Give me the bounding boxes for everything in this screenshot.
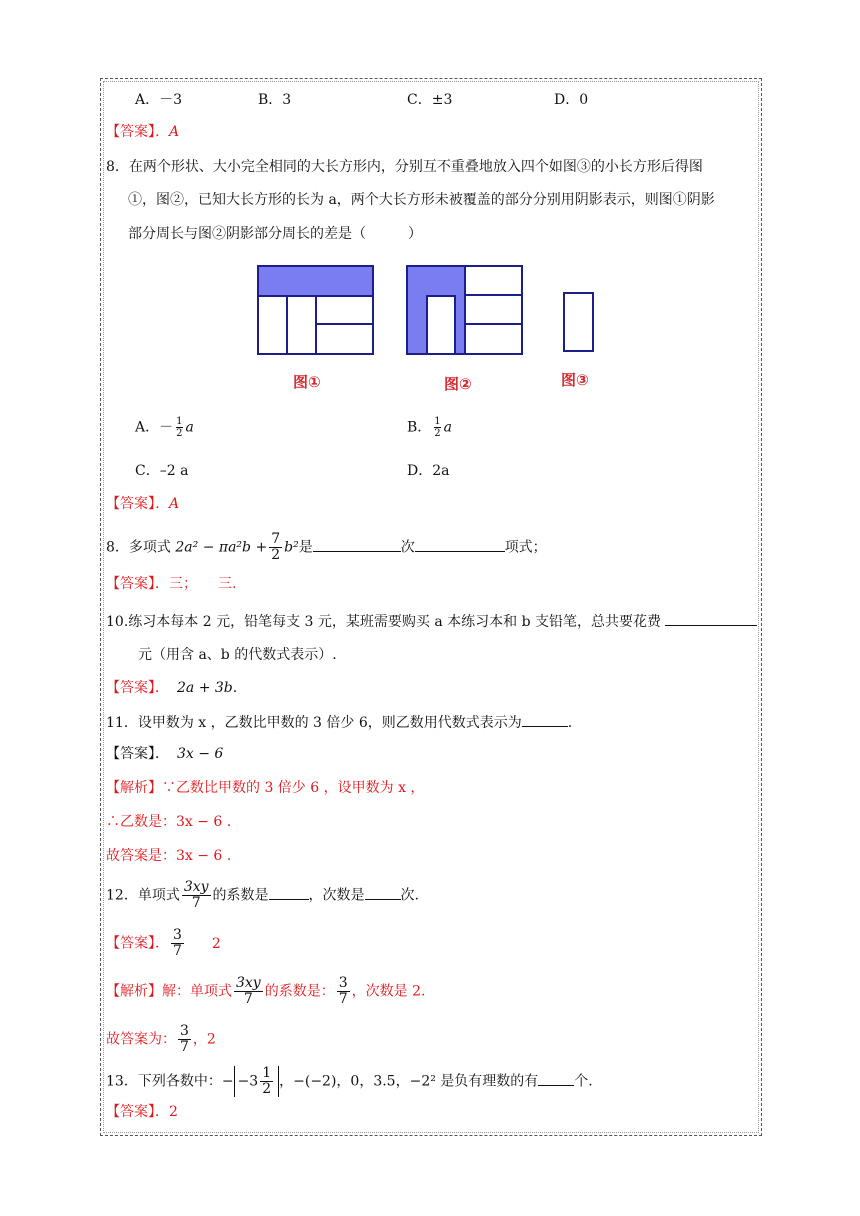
q11-line: 11．设甲数为 x ，乙数比甲数的 3 倍少 6，则乙数用代数式表示为 . [106,712,572,733]
fig2-label: 图② [444,375,472,393]
figure-2 [407,266,522,354]
q8b-answer: 【答案】．三； 三. [106,576,237,592]
polynomial-expr: 2a² − πa²b + [175,539,268,556]
q11-analysis: 【解析】∵乙数比甲数的 3 倍少 6 ，设甲数为 x ， [106,780,425,796]
fraction: $\frac{3xy}{7}$ [183,879,209,911]
answer-label: 【答案】 [106,124,155,140]
q8b-line: 8．多项式 2a² − πa²b + $\frac{7}{2}$ b²是 次 项式； [106,531,547,563]
q11-answer: 【答案】． 3x − 6 [106,746,224,762]
q10-line2: 元（用含 a、b 的代数式表示）. [138,647,337,663]
q7-option-b: B．3 [258,92,292,108]
q12-analysis: 【解析】解：单项式 $\frac{3xy}{7}$ 的系数是： $\frac{3}{7}$ ，次数是 2. [106,975,426,1007]
fill-blank-1[interactable] [313,537,401,552]
q7-option-a: A．－3 [135,92,183,108]
q8a-option-a: A．－ $\frac{1}{2}$ a [135,416,194,439]
q13-answer: 【答案】．2 [106,1104,178,1120]
q8a-option-b: B． $\frac{1}{2}$ a [407,416,453,439]
q8a-option-d: D．2a [407,463,450,479]
q12-conclusion: 故答案为： $\frac{3}{7}$ ，2 [106,1023,216,1055]
question-number: 8． [106,159,129,175]
fraction: $\frac{1}{2}$ [262,1065,272,1097]
fraction: $\frac{1}{2}$ [176,416,183,439]
q12-line: 12．单项式 $\frac{3xy}{7}$ 的系数是 ，次数是 次. [106,879,419,911]
question-text: 在两个形状、大小完全相同的大长方形内，分别互不重叠地放入四个如图③的小长方形后得图 [128,159,703,175]
fig1-shade [258,266,373,296]
fraction: $\frac{3}{7}$ [338,975,348,1007]
fraction: $\frac{3}{7}$ [173,927,182,959]
q8a-line2: ①，图②，已知大长方形的长为 a，两个大长方形未被覆盖的部分分别用阴影表示，则图①阴影 [128,192,715,208]
q7-option-d: D．0 [554,92,589,108]
q12-answer: 【答案】． $\frac{3}{7}$ 2 [106,927,221,959]
q8a-option-c: C．–2 a [135,463,189,479]
q8a-line1 [106,157,703,177]
fill-blank-1[interactable] [269,885,309,900]
q7-option-c: C．±3 [407,92,453,108]
fraction: $\frac{3xy}{7}$ [236,975,261,1007]
figure-1 [258,266,373,354]
answer-value: ．A [155,124,180,140]
fraction: $\frac{3}{7}$ [180,1023,189,1055]
q11-step1: ∴乙数是：3x − 6 . [106,814,232,830]
fill-blank-2[interactable] [365,885,401,900]
fig3-label: 图③ [561,371,589,389]
q11-step2: 故答案是：3x − 6 . [106,848,232,864]
q10-answer: 【答案】． 2a + 3b. [106,680,238,696]
q8a-answer: 【答案】．A [106,496,180,512]
q7-answer [106,122,179,142]
fraction: $\frac{7}{2}$ [271,531,281,563]
q10-line1: 10.练习本每本 2 元，铅笔每支 3 元，某班需要购买 a 本练习本和 b 支铅笔，总共要花费 [106,611,757,632]
fill-blank[interactable] [522,712,568,727]
fill-blank[interactable] [538,1071,574,1086]
fraction: $\frac{1}{2}$ [434,416,441,439]
absolute-value: −3 $\frac{1}{2}$ [234,1066,280,1097]
q8a-line3: 部分周长与图②阴影部分周长的差是（ ） [128,226,422,242]
fig1-label: 图① [293,373,321,391]
fill-blank-2[interactable] [415,537,505,552]
figure-3 [564,293,593,351]
q13-line: 13．下列各数中：− −3 $\frac{1}{2}$ ，−(−2)，0，3.5，−2² 是负有理数的有 个. [106,1065,593,1097]
fill-blank[interactable] [665,611,757,626]
